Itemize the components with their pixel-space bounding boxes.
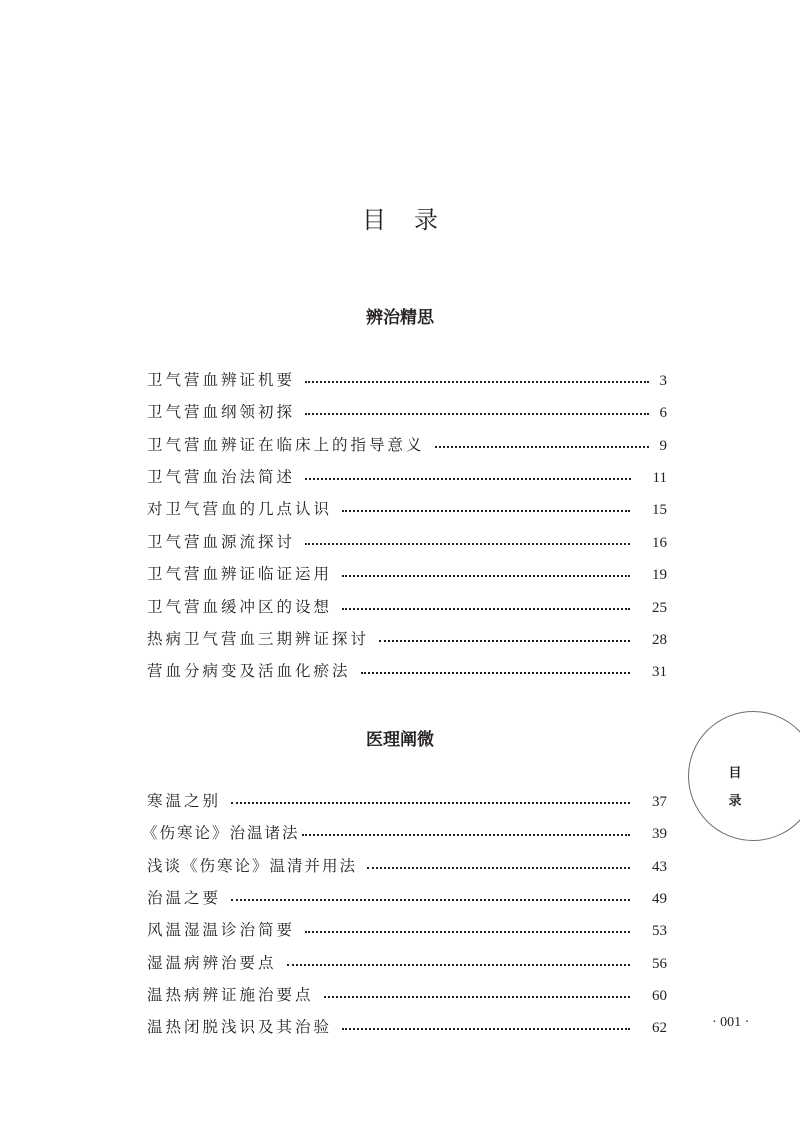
toc-entry-label: 卫气营血辨证在临床上的指导意义 <box>147 436 425 454</box>
toc-entry-page: 53 <box>652 923 667 939</box>
toc-entry[interactable] <box>147 951 667 975</box>
leader-dots <box>305 931 630 933</box>
leader-dots <box>361 672 630 674</box>
toc-entry[interactable] <box>147 627 667 651</box>
section-title-1: 辨治精思 <box>366 308 434 328</box>
toc-entry-label: 温热病辨证施治要点 <box>147 986 314 1004</box>
toc-entry-label: 卫气营血治法简述 <box>147 468 296 486</box>
toc-entry-label: 卫气营血缓冲区的设想 <box>147 598 333 616</box>
toc-entry-label: 风温湿温诊治简要 <box>147 921 296 939</box>
toc-entry-page: 15 <box>652 502 667 518</box>
leader-dots <box>302 834 630 836</box>
leader-dots <box>324 996 630 998</box>
leader-dots <box>342 575 630 577</box>
toc-entry-page: 19 <box>652 567 667 583</box>
toc-entry-label: 营血分病变及活血化瘀法 <box>147 662 351 680</box>
toc-entry[interactable] <box>147 433 667 457</box>
page-number: · 001 · <box>712 1015 750 1030</box>
toc-entry-page: 62 <box>652 1020 667 1036</box>
toc-entry-page: 25 <box>652 600 667 616</box>
toc-entry-label: 卫气营血辨证机要 <box>147 371 296 389</box>
toc-entry-label: 治温之要 <box>147 889 222 907</box>
chapter-tab-label <box>727 760 743 816</box>
leader-dots <box>305 381 649 383</box>
toc-entry[interactable] <box>142 821 667 845</box>
leader-dots <box>379 640 630 642</box>
toc-entry[interactable] <box>147 465 667 489</box>
toc-entry-label: 卫气营血纲领初探 <box>147 403 296 421</box>
toc-entry-label: 温热闭脱浅识及其治验 <box>147 1018 333 1036</box>
toc-entry-label: 浅谈《伤寒论》温清并用法 <box>147 857 358 875</box>
toc-entry[interactable] <box>147 918 667 942</box>
toc-entry-page: 49 <box>652 891 667 907</box>
toc-entry-page: 16 <box>652 535 667 551</box>
toc-entry[interactable] <box>147 530 667 554</box>
chapter-tab-char: 录 <box>728 794 742 809</box>
toc-entry-page: 43 <box>652 859 667 875</box>
toc-entry-page: 6 <box>659 405 667 421</box>
toc-entry-label: 对卫气营血的几点认识 <box>147 500 333 518</box>
toc-entry-page: 31 <box>652 664 667 680</box>
toc-entry-label: 寒温之别 <box>147 792 222 810</box>
toc-entry[interactable] <box>147 1015 667 1039</box>
section-title-2: 医理阐微 <box>366 730 434 750</box>
toc-entry-label: 卫气营血源流探讨 <box>147 533 296 551</box>
toc-entry-page: 56 <box>652 956 667 972</box>
toc-entry-page: 9 <box>659 438 667 454</box>
leader-dots <box>305 413 649 415</box>
toc-entry-page: 28 <box>652 632 667 648</box>
chapter-tab-circle <box>688 711 800 841</box>
toc-entry[interactable] <box>147 497 667 521</box>
toc-entry-label: 《伤寒论》治温诸法 <box>142 824 300 842</box>
toc-entry-page: 11 <box>652 470 667 486</box>
toc-entry[interactable] <box>147 368 667 392</box>
toc-entry-label: 湿温病辨治要点 <box>147 954 277 972</box>
leader-dots <box>342 608 630 610</box>
leader-dots <box>342 510 630 512</box>
toc-entry[interactable] <box>147 886 667 910</box>
toc-entry-page: 37 <box>652 794 667 810</box>
leader-dots <box>435 446 649 448</box>
leader-dots <box>231 899 630 901</box>
toc-entry-page: 60 <box>652 988 667 1004</box>
page-title: 目录 <box>362 206 466 234</box>
toc-entry[interactable] <box>147 562 667 586</box>
toc-entry[interactable] <box>147 789 667 813</box>
leader-dots <box>305 543 630 545</box>
leader-dots <box>231 802 630 804</box>
toc-entry[interactable] <box>147 595 667 619</box>
toc-entry-label: 卫气营血辨证临证运用 <box>147 565 333 583</box>
leader-dots <box>287 964 630 966</box>
toc-entry[interactable] <box>147 854 667 878</box>
toc-entry-page: 39 <box>652 826 667 842</box>
leader-dots <box>305 478 631 480</box>
leader-dots <box>367 867 630 869</box>
toc-entry-label: 热病卫气营血三期辨证探讨 <box>147 630 370 648</box>
toc-entry[interactable] <box>147 400 667 424</box>
chapter-tab-char: 目 <box>728 766 742 781</box>
leader-dots <box>342 1028 630 1030</box>
toc-entry[interactable] <box>147 659 667 683</box>
toc-entry-page: 3 <box>659 373 667 389</box>
toc-entry[interactable] <box>147 983 667 1007</box>
